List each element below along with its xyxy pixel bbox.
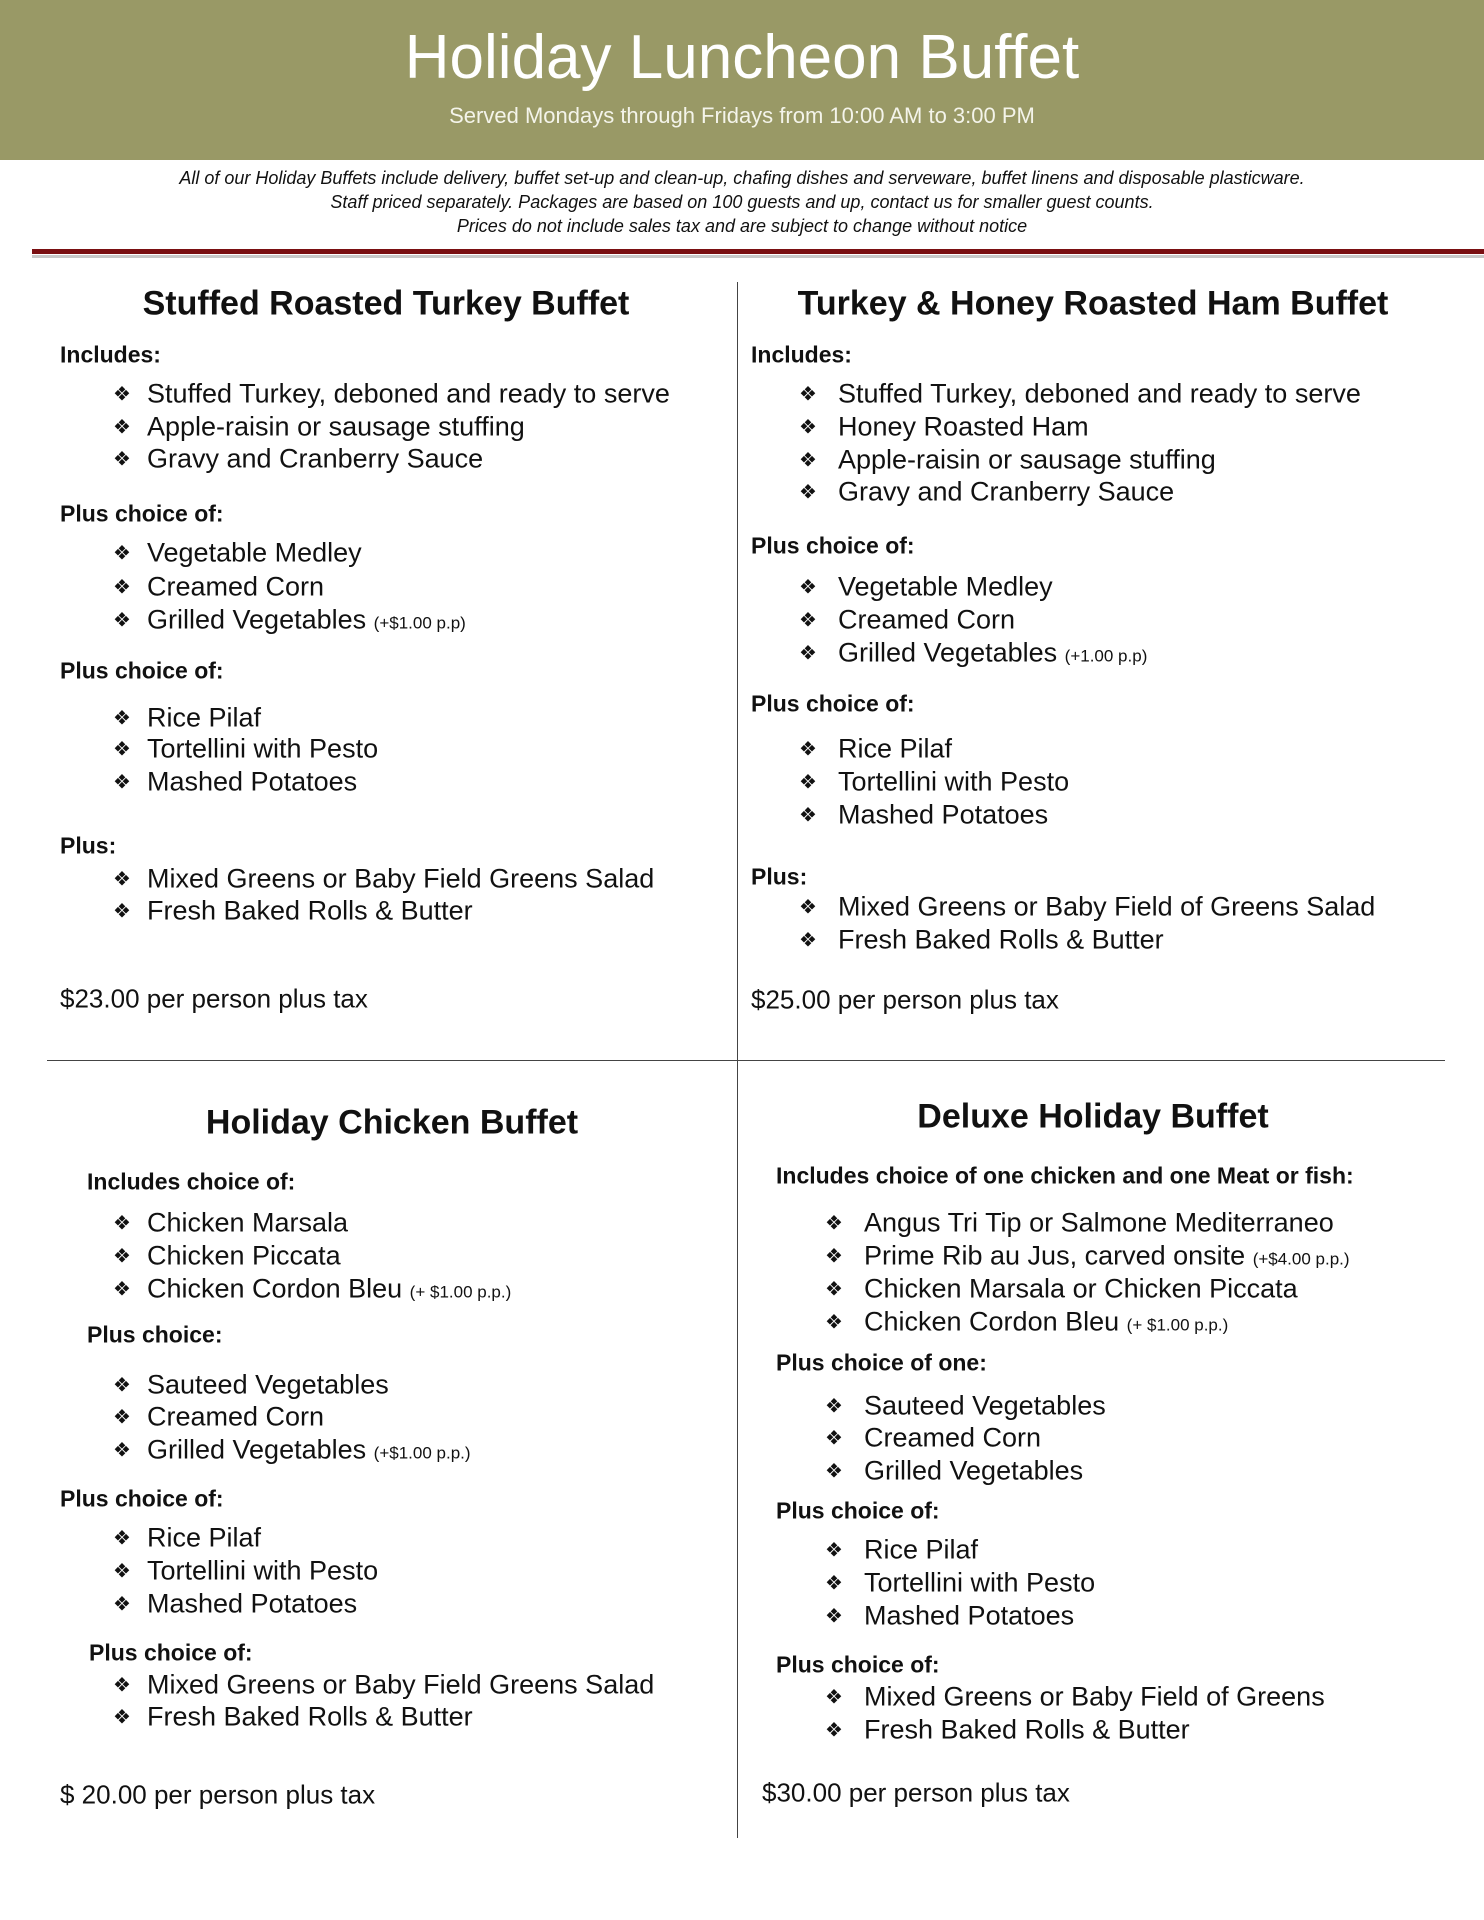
item-text: Apple-raisin or sausage stuffing (838, 444, 1216, 475)
item-text: Tortellini with Pesto (147, 1555, 379, 1586)
item-text: Mixed Greens or Baby Field of Greens (864, 1681, 1325, 1712)
menu-item (838, 477, 1174, 508)
menu-item (864, 1208, 1334, 1239)
item-text: Stuffed Turkey, deboned and ready to serve (838, 378, 1361, 409)
bullet-icon: ❖ (799, 481, 817, 504)
item-text: Tortellini with Pesto (147, 733, 379, 764)
item-text: Mashed Potatoes (147, 766, 358, 797)
item-text: Rice Pilaf (838, 733, 953, 764)
bullet-icon: ❖ (113, 383, 131, 406)
item-text: Vegetable Medley (838, 571, 1053, 602)
buffet-title: Deluxe Holiday Buffet (917, 1097, 1269, 1136)
item-text: Honey Roasted Ham (838, 411, 1089, 442)
buffet-title: Holiday Chicken Buffet (205, 1103, 579, 1142)
bullet-icon: ❖ (799, 896, 817, 919)
bullet-icon: ❖ (825, 1212, 843, 1235)
menu-item (838, 734, 952, 765)
disclaimer-line: Staff priced separately. Packages are based on 100 guests and up, contact us for smaller guest counts. (330, 192, 1154, 212)
item-text: Mashed Potatoes (147, 1588, 358, 1619)
menu-item (147, 1589, 357, 1620)
group-label: Plus choice of: (89, 1639, 253, 1666)
item-text: Gravy and Cranberry Sauce (838, 476, 1175, 507)
buffet-price: $ 20.00 per person plus tax (60, 1779, 376, 1810)
menu-item (147, 379, 670, 410)
item-text: Mashed Potatoes (838, 799, 1049, 830)
bullet-icon: ❖ (799, 804, 817, 827)
menu-item (147, 1702, 473, 1733)
group-label: Plus: (751, 863, 808, 890)
bullet-icon: ❖ (799, 642, 817, 665)
item-text: Fresh Baked Rolls & Butter (864, 1714, 1190, 1745)
header-band (0, 0, 1484, 160)
item-text: Fresh Baked Rolls & Butter (838, 924, 1164, 955)
menu-item (864, 1568, 1095, 1599)
item-text: Chicken Piccata (147, 1240, 341, 1271)
group-label: Plus choice of one: (776, 1349, 987, 1376)
menu-item (838, 605, 1015, 636)
item-text: Rice Pilaf (864, 1534, 979, 1565)
menu-item (864, 1423, 1041, 1454)
menu-item (147, 1670, 654, 1701)
menu-item (147, 864, 654, 895)
bullet-icon: ❖ (825, 1605, 843, 1628)
menu-item (147, 734, 378, 765)
bullet-icon: ❖ (113, 1212, 131, 1235)
item-surcharge: (+1.00 p.p) (1064, 646, 1148, 666)
item-text: Gravy and Cranberry Sauce (147, 443, 484, 474)
bullet-icon: ❖ (113, 1406, 131, 1429)
bullet-icon: ❖ (799, 449, 817, 472)
item-text: Mixed Greens or Baby Field of Greens Salad (838, 891, 1376, 922)
menu-item (864, 1535, 978, 1566)
bullet-icon: ❖ (825, 1686, 843, 1709)
bullet-icon: ❖ (113, 1278, 131, 1301)
group-label: Includes: (60, 341, 161, 368)
menu-item (838, 892, 1375, 923)
bullet-icon: ❖ (799, 383, 817, 406)
page-title: Holiday Luncheon Buffet (404, 23, 1080, 92)
menu-item (147, 1274, 511, 1305)
buffet-title: Stuffed Roasted Turkey Buffet (142, 284, 630, 323)
menu-item (147, 1208, 348, 1239)
item-text: Apple-raisin or sausage stuffing (147, 411, 525, 442)
menu-item (147, 1523, 261, 1554)
item-text: Fresh Baked Rolls & Butter (147, 895, 473, 926)
bullet-icon: ❖ (799, 771, 817, 794)
menu-item (864, 1601, 1074, 1632)
item-text: Grilled Vegetables (864, 1455, 1084, 1486)
item-text: Rice Pilaf (147, 1522, 262, 1553)
bullet-icon: ❖ (113, 1706, 131, 1729)
item-text: Tortellini with Pesto (838, 766, 1070, 797)
item-text: Prime Rib au Jus, carved onsite (864, 1240, 1246, 1271)
item-text: Chicken Cordon Bleu (864, 1306, 1120, 1337)
group-label: Includes choice of one chicken and one Meat or fish: (776, 1162, 1354, 1189)
item-text: Mashed Potatoes (864, 1600, 1075, 1631)
row-divider (47, 1060, 1445, 1061)
item-text: Chicken Cordon Bleu (147, 1273, 403, 1304)
bullet-icon: ❖ (799, 929, 817, 952)
item-text: Creamed Corn (864, 1422, 1042, 1453)
item-text: Fresh Baked Rolls & Butter (147, 1701, 473, 1732)
item-surcharge: (+$1.00 p.p) (373, 613, 466, 633)
group-label: Plus choice of: (60, 657, 224, 684)
menu-item (838, 800, 1048, 831)
menu-item (864, 1274, 1298, 1305)
group-label: Plus choice of: (751, 532, 915, 559)
menu-item (147, 703, 261, 734)
bullet-icon: ❖ (113, 1245, 131, 1268)
menu-item (147, 896, 473, 927)
menu-item (864, 1391, 1106, 1422)
bullet-icon: ❖ (825, 1311, 843, 1334)
item-text: Creamed Corn (147, 571, 325, 602)
bullet-icon: ❖ (825, 1395, 843, 1418)
item-text: Vegetable Medley (147, 537, 362, 568)
group-label: Includes choice of: (87, 1168, 296, 1195)
bullet-icon: ❖ (113, 707, 131, 730)
buffet-price: $23.00 per person plus tax (60, 983, 368, 1014)
menu-item (147, 767, 357, 798)
menu-item (838, 767, 1069, 798)
group-label: Plus choice: (87, 1321, 223, 1348)
item-text: Mixed Greens or Baby Field Greens Salad (147, 1669, 655, 1700)
bullet-icon: ❖ (113, 900, 131, 923)
bullet-icon: ❖ (113, 609, 131, 632)
buffet-title: Turkey & Honey Roasted Ham Buffet (797, 284, 1389, 323)
menu-item (147, 572, 324, 603)
bullet-icon: ❖ (825, 1572, 843, 1595)
menu-item (147, 1556, 378, 1587)
menu-item (864, 1456, 1083, 1487)
disclaimer-line: All of our Holiday Buffets include delivery, buffet set-up and clean-up, chafing dishes and serveware, buffet linens and disposable plasticware. (179, 168, 1305, 188)
bullet-icon: ❖ (113, 1593, 131, 1616)
bullet-icon: ❖ (113, 771, 131, 794)
group-label: Includes: (751, 341, 852, 368)
bullet-icon: ❖ (113, 576, 131, 599)
item-text: Grilled Vegetables (838, 637, 1058, 668)
bullet-icon: ❖ (113, 868, 131, 891)
item-text: Rice Pilaf (147, 702, 262, 733)
menu-item (864, 1715, 1190, 1746)
item-text: Creamed Corn (147, 1401, 325, 1432)
bullet-icon: ❖ (113, 1439, 131, 1462)
item-text: Chicken Marsala (147, 1207, 349, 1238)
group-label: Plus choice of: (60, 1485, 224, 1512)
menu-item (838, 379, 1361, 410)
bullet-icon: ❖ (825, 1719, 843, 1742)
menu-item (864, 1682, 1325, 1713)
bullet-icon: ❖ (113, 738, 131, 761)
item-surcharge: (+ $1.00 p.p.) (409, 1282, 512, 1302)
disclaimer-line: Prices do not include sales tax and are subject to change without notice (456, 216, 1028, 236)
bullet-icon: ❖ (799, 576, 817, 599)
item-text: Sauteed Vegetables (864, 1390, 1106, 1421)
menu-item (864, 1307, 1228, 1338)
bullet-icon: ❖ (825, 1539, 843, 1562)
item-surcharge: (+$4.00 p.p.) (1252, 1249, 1350, 1269)
buffet-price: $30.00 per person plus tax (762, 1777, 1070, 1808)
menu-item (838, 572, 1053, 603)
menu-item (147, 1402, 324, 1433)
bullet-icon: ❖ (113, 1674, 131, 1697)
item-text: Angus Tri Tip or Salmone Mediterraneo (864, 1207, 1334, 1238)
menu-item (838, 412, 1089, 443)
item-text: Creamed Corn (838, 604, 1016, 635)
menu-item (147, 444, 483, 475)
item-text: Grilled Vegetables (147, 604, 367, 635)
page-subtitle: Served Mondays through Fridays from 10:00 AM to 3:00 PM (449, 103, 1035, 128)
bullet-icon: ❖ (799, 609, 817, 632)
item-text: Tortellini with Pesto (864, 1567, 1096, 1598)
item-text: Mixed Greens or Baby Field Greens Salad (147, 863, 655, 894)
group-label: Plus choice of: (776, 1497, 940, 1524)
buffet-price: $25.00 per person plus tax (751, 984, 1059, 1015)
group-label: Plus: (60, 832, 117, 859)
bullet-icon: ❖ (113, 1560, 131, 1583)
bullet-icon: ❖ (113, 1527, 131, 1550)
item-surcharge: (+ $1.00 p.p.) (1126, 1315, 1229, 1335)
menu-item (147, 1370, 389, 1401)
bullet-icon: ❖ (825, 1460, 843, 1483)
menu-item (838, 925, 1164, 956)
bullet-icon: ❖ (799, 738, 817, 761)
group-label: Plus choice of: (60, 500, 224, 527)
bullet-icon: ❖ (799, 416, 817, 439)
bullet-icon: ❖ (825, 1278, 843, 1301)
group-label: Plus choice of: (751, 690, 915, 717)
menu-item (147, 1241, 341, 1272)
item-text: Chicken Marsala or Chicken Piccata (864, 1273, 1298, 1304)
divider-rule-shadow (32, 255, 1484, 258)
divider-rule (32, 249, 1484, 254)
menu-item (864, 1241, 1350, 1272)
bullet-icon: ❖ (113, 448, 131, 471)
bullet-icon: ❖ (113, 1374, 131, 1397)
bullet-icon: ❖ (113, 542, 131, 565)
menu-item (147, 538, 362, 569)
menu-item (838, 638, 1147, 669)
menu-item (147, 605, 466, 636)
bullet-icon: ❖ (113, 416, 131, 439)
item-text: Stuffed Turkey, deboned and ready to serve (147, 378, 670, 409)
item-text: Sauteed Vegetables (147, 1369, 389, 1400)
item-surcharge: (+$1.00 p.p.) (373, 1443, 471, 1463)
menu-item (838, 445, 1216, 476)
group-label: Plus choice of: (776, 1651, 940, 1678)
bullet-icon: ❖ (825, 1245, 843, 1268)
bullet-icon: ❖ (825, 1427, 843, 1450)
item-text: Grilled Vegetables (147, 1434, 367, 1465)
menu-item (147, 1435, 471, 1466)
menu-item (147, 412, 525, 443)
